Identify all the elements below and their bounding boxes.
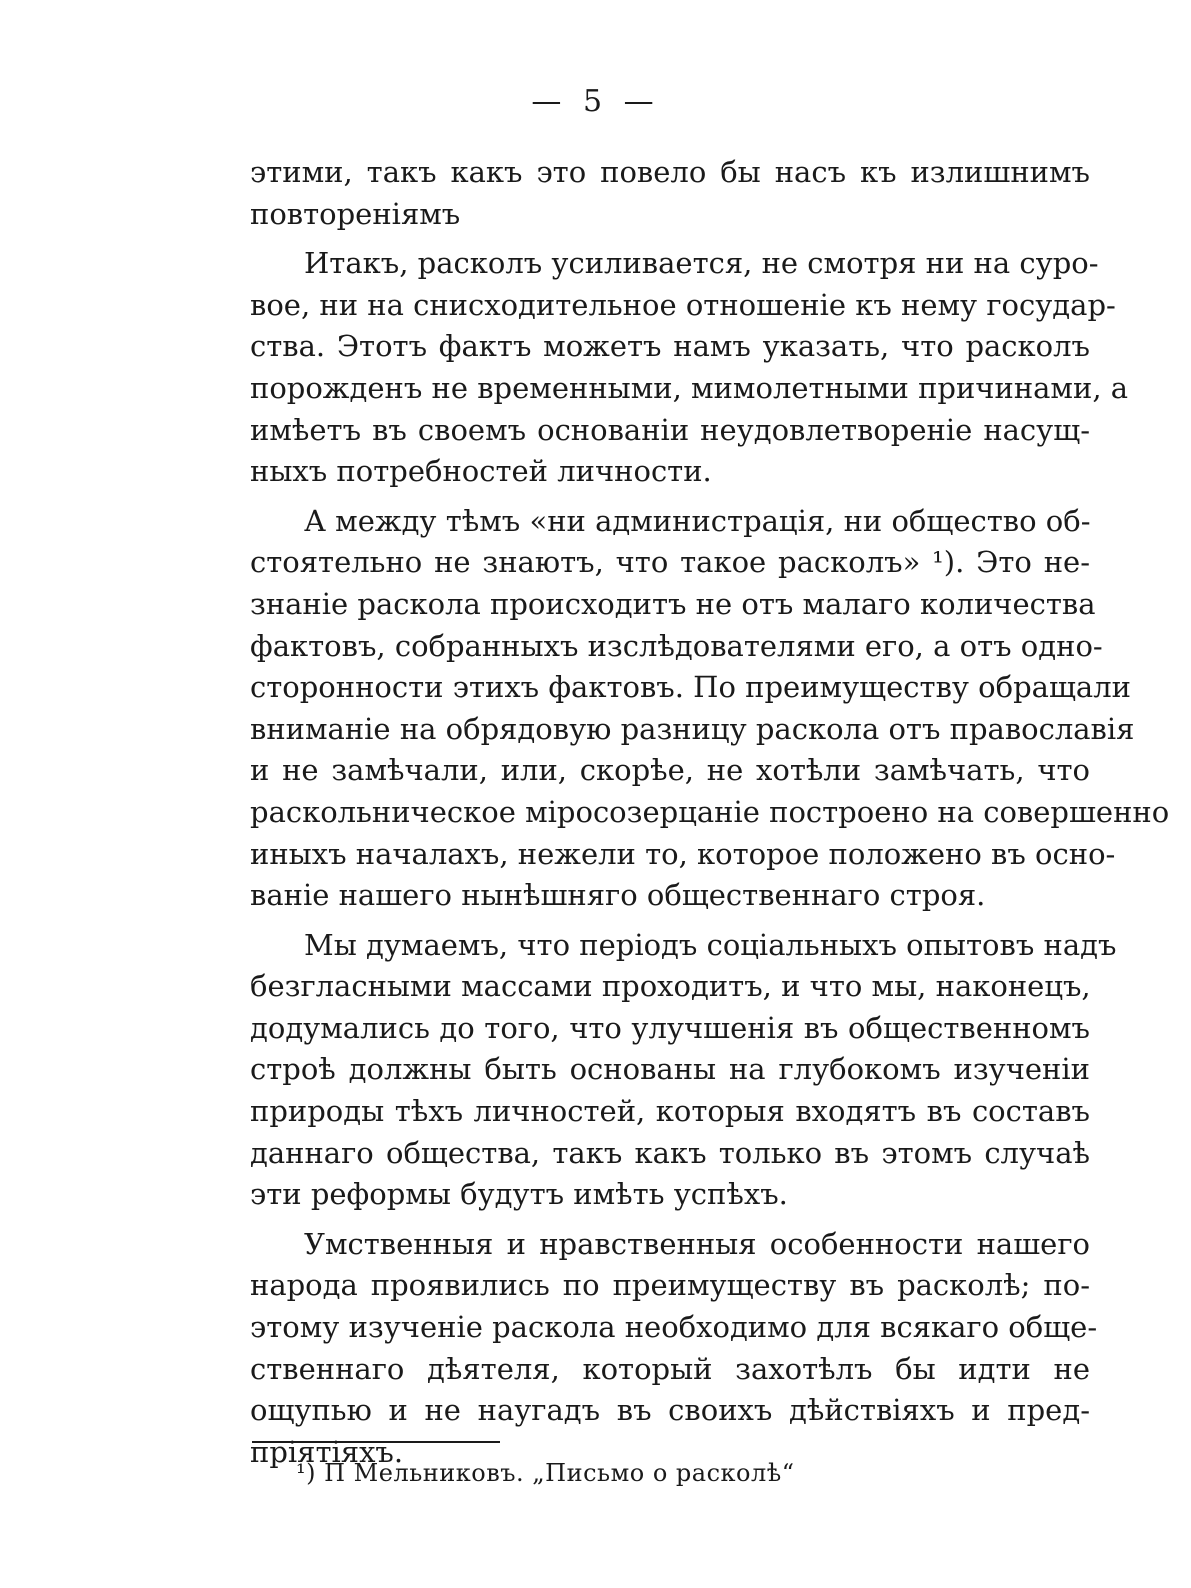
paragraph (250, 1224, 1098, 1474)
body-text (250, 152, 1170, 1473)
text-line: ныхъ потребностей личности. (250, 454, 712, 489)
footnote-rule (252, 1441, 500, 1443)
text-line: повтореніямъ (250, 196, 461, 231)
text-line: иныхъ началахъ, нежели то, которое положено въ осно- (250, 836, 1116, 871)
paragraph (250, 243, 1129, 493)
text-line: этими, такъ какъ это повело бы насъ къ излишнимъ (250, 155, 1090, 189)
paragraph (250, 501, 1170, 917)
text-line: ваніе нашего нынѣшняго общественнаго строя. (250, 878, 986, 913)
text-line: Итакъ, расколъ усиливается, не смотря ни на суро- (304, 246, 1099, 281)
text-line: сторонности этихъ фактовъ. По преимуществу обращали (250, 670, 1131, 705)
text-line: Мы думаемъ, что періодъ соціальныхъ опытовъ надъ (304, 927, 1117, 962)
text-line: имѣетъ въ своемъ основаніи неудовлетвореніе насущ- (250, 412, 1090, 447)
text-line: и не замѣчали, или, скорѣе, не хотѣли замѣчать, что (250, 753, 1090, 788)
text-line: додумались до того, что улучшенія въ общественномъ (250, 1010, 1090, 1045)
text-line: безгласными массами проходитъ, и что мы, наконецъ, (250, 969, 1091, 1004)
page-number: — 5 — (531, 84, 660, 119)
text-line: А между тѣмъ «ни администрація, ни общество об- (304, 503, 1091, 538)
text-line: Умственныя и нравственныя особенности нашего (304, 1226, 1090, 1261)
text-line: вое, ни на снисходительное отношеніе къ нему государ- (250, 287, 1116, 322)
text-line: ощупью и не наугадъ въ своихъ дѣйствіяхъ и пред- (250, 1393, 1090, 1428)
text-line: знаніе раскола происходитъ не отъ малаго количества (250, 586, 1096, 621)
text-line: вниманіе на обрядовую разницу раскола отъ православія (250, 711, 1135, 746)
text-line: народа проявились по преимуществу въ расколѣ; по- (250, 1268, 1090, 1303)
text-line: ства. Этотъ фактъ можетъ намъ указать, что расколъ (250, 329, 1090, 364)
footnote: ¹) П Мельниковъ. „Письмо о расколѣ“ (296, 1459, 795, 1487)
text-line: порожденъ не временными, мимолетными причинами, а (250, 370, 1129, 405)
text-line: даннаго общества, такъ какъ только въ этомъ случаѣ (250, 1135, 1090, 1170)
paragraph (250, 925, 1117, 1216)
text-line: стоятельно не знаютъ, что такое расколъ» ¹). Это не- (250, 545, 1090, 580)
text-line: раскольническое міросозерцаніе построено на совершенно (250, 794, 1170, 829)
text-line: фактовъ, собранныхъ изслѣдователями его, а отъ одно- (250, 628, 1103, 663)
text-line: этому изученіе раскола необходимо для всякаго обще- (250, 1310, 1098, 1345)
text-line: природы тѣхъ личностей, которыя входятъ въ составъ (250, 1094, 1090, 1129)
paragraph (250, 152, 1090, 235)
text-line: эти реформы будутъ имѣть успѣхъ. (250, 1177, 788, 1212)
text-line: строѣ должны быть основаны на глубокомъ изученіи (250, 1052, 1090, 1087)
text-line: ственнаго дѣятеля, который захотѣлъ бы идти не (250, 1351, 1090, 1386)
text-line: пріятіяхъ. (250, 1434, 404, 1469)
